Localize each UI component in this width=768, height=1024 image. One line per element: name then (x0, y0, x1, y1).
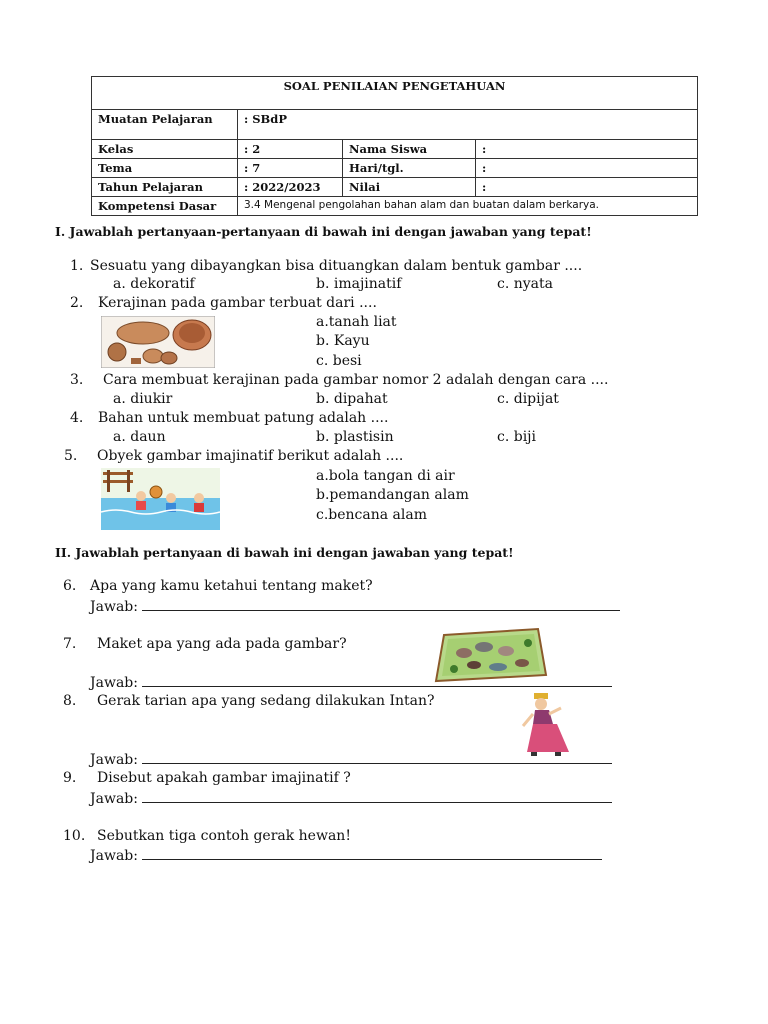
q7-text: Maket apa yang ada pada gambar? (97, 636, 347, 652)
q10-answer[interactable] (90, 847, 602, 864)
q3-option-a[interactable]: a. diukir (113, 391, 173, 407)
value-muatan: : SBdP (238, 110, 698, 140)
label-hari: Hari/tgl. (343, 159, 476, 178)
q1-number: 1. (70, 258, 84, 274)
value-kelas: : 2 (238, 140, 343, 159)
label-muatan: Muatan Pelajaran (92, 110, 238, 140)
q1-text: Sesuatu yang dibayangkan bisa dituangkan dalam bentuk gambar .... (90, 258, 583, 274)
q7-number: 7. (63, 636, 77, 652)
q1-option-b[interactable]: b. imajinatif (316, 276, 402, 292)
section1-heading: I. Jawablah pertanyaan-pertanyaan di bawah ini dengan jawaban yang tepat! (55, 224, 592, 239)
q3-option-c[interactable]: c. dipijat (497, 391, 559, 407)
q4-number: 4. (70, 410, 84, 426)
q7-answer-line[interactable] (142, 674, 612, 687)
q9-answer-label: Jawab: (90, 791, 138, 807)
q4-option-c[interactable]: c. biji (497, 429, 536, 445)
q5-text: Obyek gambar imajinatif berikut adalah .... (97, 448, 404, 464)
q2-option-a[interactable]: a.tanah liat (316, 314, 397, 330)
q6-answer[interactable] (90, 598, 620, 615)
q1-option-a[interactable]: a. dekoratif (113, 276, 195, 292)
q10-text: Sebutkan tiga contoh gerak hewan! (97, 828, 351, 844)
q2-option-c[interactable]: c. besi (316, 353, 362, 369)
q3-number: 3. (70, 372, 84, 388)
value-hari[interactable]: : (476, 159, 698, 178)
value-nilai[interactable]: : (476, 178, 698, 197)
q4-option-a[interactable]: a. daun (113, 429, 166, 445)
q8-answer[interactable] (90, 751, 612, 768)
q8-answer-line[interactable] (142, 751, 612, 764)
q8-number: 8. (63, 693, 77, 709)
q8-answer-label: Jawab: (90, 752, 138, 768)
value-tahun: : 2022/2023 (238, 178, 343, 197)
q5-option-b[interactable]: b.pemandangan alam (316, 487, 469, 503)
q8-text: Gerak tarian apa yang sedang dilakukan Intan? (97, 693, 435, 709)
q3-text: Cara membuat kerajinan pada gambar nomor 2 adalah dengan cara .... (103, 372, 609, 388)
dancer-image (519, 690, 579, 758)
clay-pottery-image (101, 316, 215, 368)
q10-number: 10. (63, 828, 86, 844)
q4-text: Bahan untuk membuat patung adalah .... (98, 410, 389, 426)
q2-text: Kerajinan pada gambar terbuat dari .... (98, 295, 377, 311)
q9-answer-line[interactable] (142, 790, 612, 803)
q5-option-c[interactable]: c.bencana alam (316, 507, 428, 523)
q2-option-b[interactable]: b. Kayu (316, 333, 370, 349)
label-tema: Tema (92, 159, 238, 178)
header-table (91, 76, 698, 216)
label-kelas: Kelas (92, 140, 238, 159)
water-ball-play-image (101, 468, 220, 530)
value-nama[interactable]: : (476, 140, 698, 159)
q9-text: Disebut apakah gambar imajinatif ? (97, 770, 351, 786)
q4-option-b[interactable]: b. plastisin (316, 429, 394, 445)
q6-answer-label: Jawab: (90, 599, 138, 615)
q6-answer-line[interactable] (142, 598, 620, 611)
label-nama: Nama Siswa (343, 140, 476, 159)
q7-answer-label: Jawab: (90, 675, 138, 691)
value-kd: 3.4 Mengenal pengolahan bahan alam dan buatan dalam berkarya. (238, 197, 698, 216)
label-nilai: Nilai (343, 178, 476, 197)
q6-text: Apa yang kamu ketahui tentang maket? (90, 578, 373, 594)
header-title: SOAL PENILAIAN PENGETAHUAN (92, 77, 698, 110)
q5-number: 5. (64, 448, 78, 464)
q1-option-c[interactable]: c. nyata (497, 276, 553, 292)
q5-option-a[interactable]: a.bola tangan di air (316, 468, 455, 484)
q3-option-b[interactable]: b. dipahat (316, 391, 388, 407)
value-tema: : 7 (238, 159, 343, 178)
q2-number: 2. (70, 295, 84, 311)
q7-answer[interactable] (90, 674, 612, 691)
q10-answer-label: Jawab: (90, 848, 138, 864)
q9-number: 9. (63, 770, 77, 786)
section2-heading: II. Jawablah pertanyaan di bawah ini dengan jawaban yang tepat! (55, 545, 514, 560)
q10-answer-line[interactable] (142, 847, 602, 860)
q9-answer[interactable] (90, 790, 612, 807)
label-tahun: Tahun Pelajaran (92, 178, 238, 197)
label-kd: Kompetensi Dasar (92, 197, 238, 216)
q6-number: 6. (63, 578, 77, 594)
